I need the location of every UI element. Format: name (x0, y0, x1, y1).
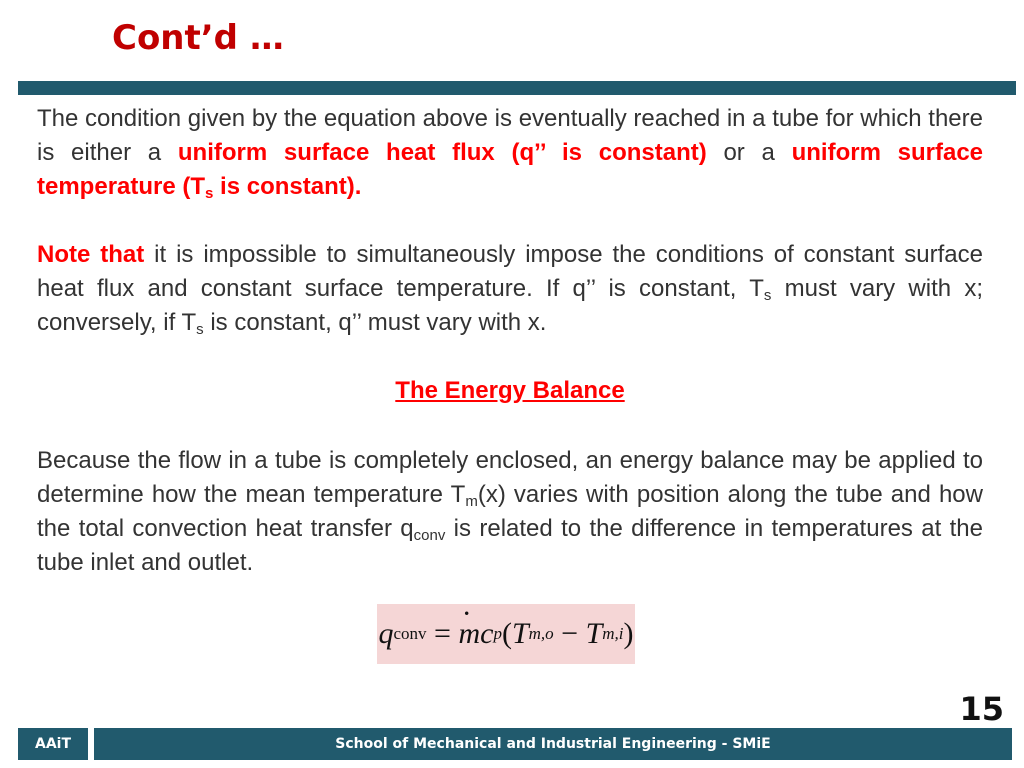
subscript: s (205, 185, 214, 202)
equation-energy-balance: q conv = · m c p ( T m,o − T m,i ) (377, 604, 635, 664)
highlight-uniform-heat-flux: uniform surface heat flux (q’’ is constant) (177, 139, 707, 166)
subscript: conv (413, 527, 446, 544)
paragraph-text: is constant, q’’ must vary with x. (203, 309, 547, 336)
eq-symbol: T (511, 617, 529, 650)
section-heading: The Energy Balance (395, 377, 625, 404)
subscript: s (763, 287, 772, 304)
eq-symbol: T (585, 617, 603, 650)
paragraph-note (37, 238, 983, 340)
note-label: Note that (37, 241, 145, 268)
page-number: 15 (959, 690, 1004, 728)
header-divider-bar (18, 81, 1016, 95)
paragraph-text: The condition given by the equation above is eventually reached in a tube for which there is either a (37, 105, 983, 166)
eq-operator: − (553, 617, 586, 650)
paragraph-text: or a (706, 139, 792, 166)
paragraph-energy-balance (37, 444, 983, 580)
subscript: s (196, 321, 204, 338)
highlight-text: is constant). (213, 173, 362, 200)
eq-mass-flow-rate: · m (458, 617, 480, 651)
eq-symbol: q (378, 617, 394, 650)
subscript: m (465, 493, 478, 510)
eq-symbol: c (480, 617, 494, 650)
paragraph-text: it is impossible to simultaneously impose the conditions of constant surface heat flux and constant surface temperature. If q’’ is constant, T (37, 241, 984, 302)
paragraph-condition (37, 102, 983, 204)
paragraph-text: must vary with x; conversely, if T (37, 275, 983, 336)
paragraph-text: (x) varies with position along the tube and how the total convection heat transfer q (37, 481, 983, 542)
eq-paren: ) (623, 617, 634, 650)
footer-school: School of Mechanical and Industrial Engineering - SMiE (94, 728, 1012, 760)
paragraph-text: is related to the difference in temperatures at the tube inlet and outlet. (37, 515, 983, 576)
eq-operator: = (426, 617, 459, 650)
eq-paren: ( (501, 617, 512, 650)
footer-institution: AAiT (18, 728, 88, 760)
paragraph-text: Because the flow in a tube is completely enclosed, an energy balance may be applied to determine how the mean temperature T (37, 447, 983, 508)
highlight-text: uniform surface temperature (T (37, 139, 984, 200)
slide-title: Cont’d … (112, 18, 284, 58)
